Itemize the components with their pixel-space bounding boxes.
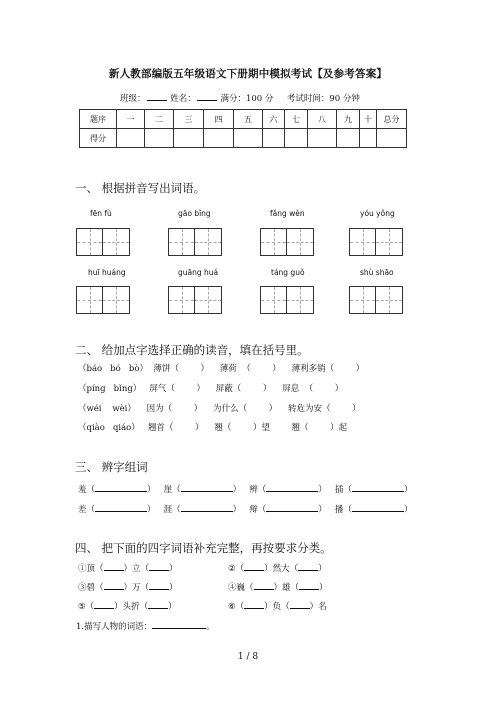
answer-blank[interactable] (266, 502, 318, 512)
pinyin-label: shù shāo (360, 268, 394, 277)
writing-grid[interactable] (76, 286, 130, 314)
answer-blank[interactable] (352, 502, 404, 512)
pinyin-label: fǎng wèn (270, 209, 305, 218)
answer-blank[interactable] (181, 502, 233, 512)
section-2-heading: 二、 给加点字选择正确的读音，填在括号里。 (75, 343, 309, 357)
pinyin-label: fēn fù (90, 209, 112, 218)
idiom-item: ③碧（ ）万（ ） (78, 580, 178, 593)
pinyin-label: huī huáng (88, 268, 126, 277)
score-table-row: 得分 (80, 129, 407, 148)
answer-blank[interactable] (95, 482, 147, 492)
section-1-heading: 一、 根据拼音写出词语。 (75, 181, 206, 195)
idiom-item: ④巍（ ）雄（ ） (228, 580, 328, 593)
writing-grid[interactable] (168, 286, 222, 314)
pinyin-label: yóu yǒng (360, 209, 395, 218)
idiom-item: ①顶（ ）立（ ） (78, 561, 178, 574)
idiom-item: ②（ ）然大（ ） (228, 561, 327, 574)
section-4-heading: 四、 把下面的四字词语补充完整，再按要求分类。 (75, 541, 332, 555)
exam-info: 班级： 姓名： 满分：100 分 考试时间：90 分钟 (120, 91, 360, 104)
page-number: 1 / 8 (237, 652, 259, 662)
pinyin-label: táng guǒ (271, 268, 305, 277)
writing-grid[interactable] (260, 286, 314, 314)
writing-grid[interactable] (168, 228, 222, 256)
writing-grid[interactable] (76, 228, 130, 256)
answer-blank[interactable] (181, 482, 233, 492)
idiom-item: ⑥（ ）负（ ）名 (228, 599, 327, 612)
pinyin-label: gāo bǐng (178, 209, 211, 218)
score-table (79, 109, 407, 148)
writing-grid[interactable] (260, 228, 314, 256)
answer-blank[interactable] (266, 482, 318, 492)
pronunciation-line: （qiào qiáo） 翘首（ ） 翘（ ）望 翘（ ）起 (78, 423, 348, 433)
pinyin-label: guāng huá (178, 268, 219, 277)
word-group-row: 羞（ ） 崖（ ） 辨（ ） 插（ ） (78, 482, 412, 495)
word-group-row: 差（ ） 涯（ ） 辩（ ） 播（ ） (78, 502, 412, 515)
page-title: 新人教部编版五年级语文下册期中模拟考试【及参考答案】 (108, 68, 388, 80)
idiom-item: ⑤（ ）头折（ ） (78, 599, 177, 612)
answer-blank[interactable] (95, 502, 147, 512)
answer-blank[interactable] (352, 482, 404, 492)
writing-grid[interactable] (349, 228, 403, 256)
pronunciation-line: （píng bǐng） 屏气（ ） 屏蔽（ ） 屏息 （ ） (78, 384, 344, 394)
section-3-heading: 三、 辨字组词 (75, 460, 148, 474)
answer-blank[interactable] (152, 619, 206, 629)
writing-grid[interactable] (349, 286, 403, 314)
pronunciation-line: （báo bó bò） 薄饼（ ） 薄荷 （ ） 薄利多销（ ） (78, 364, 365, 374)
pronunciation-line: （wéi wèi） 因为（ ） 为什么（ ） 转危为安（ ） (78, 404, 361, 414)
score-table-header: 题序 一 二 三 四 五 六 七 八 九 十 总分 (80, 110, 407, 129)
classification-question: 1.描写人物的词语： 。 (76, 619, 215, 632)
